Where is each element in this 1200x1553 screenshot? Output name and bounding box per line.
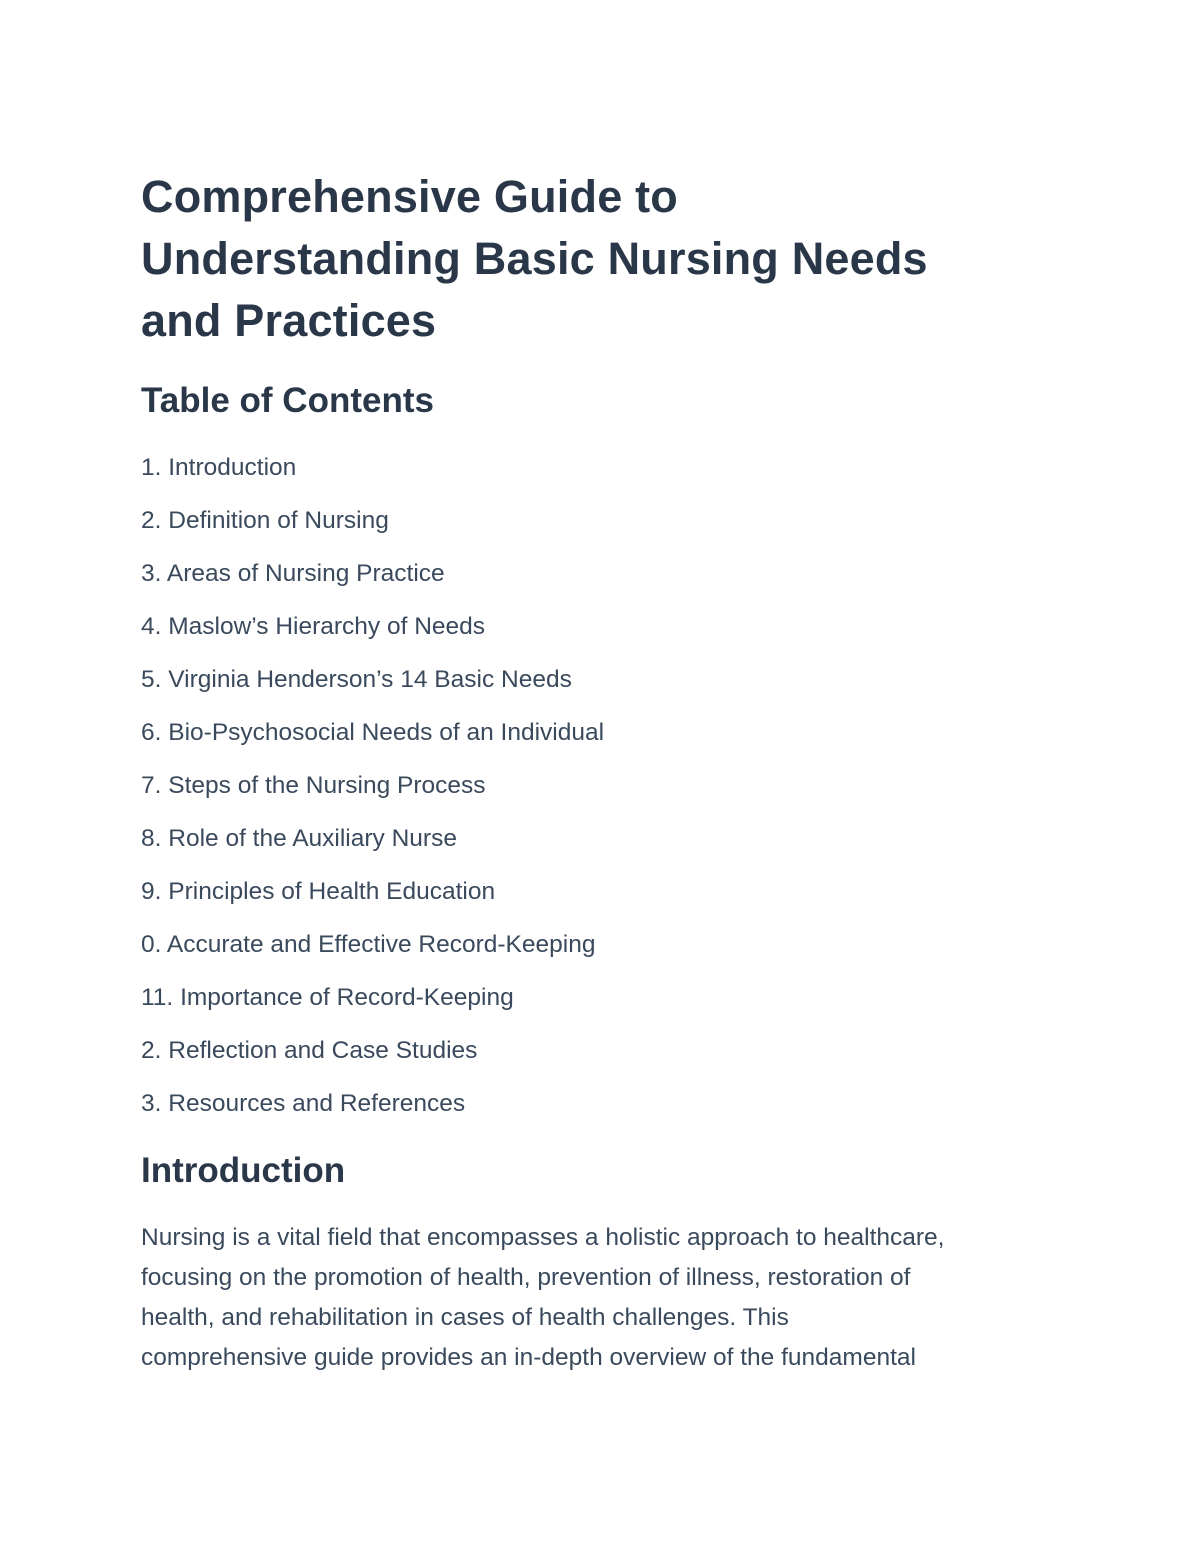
toc-item-number: 2.: [141, 1037, 162, 1064]
toc-item-number: 11.: [141, 984, 174, 1011]
section-heading-introduction: Introduction: [141, 1151, 346, 1190]
toc-item-label: Accurate and Effective Record-Keeping: [166, 931, 596, 958]
toc-item-nursing-process[interactable]: [141, 766, 604, 819]
toc-item-record-keeping-importance[interactable]: [141, 978, 604, 1031]
toc-item-label: Definition of Nursing: [168, 507, 389, 534]
toc-item-record-keeping[interactable]: [141, 925, 604, 978]
toc-heading: Table of Contents: [141, 381, 434, 420]
paragraph-line: comprehensive guide provides an in-depth overview of the fundamental: [141, 1344, 916, 1371]
toc-item-label: Maslow’s Hierarchy of Needs: [168, 613, 486, 640]
toc-item-label: Virginia Henderson’s 14 Basic Needs: [168, 666, 572, 693]
introduction-paragraph: [141, 1218, 1071, 1378]
document-title-line: Comprehensive Guide to: [141, 171, 678, 222]
toc-item-label: Principles of Health Education: [168, 878, 496, 905]
toc-item-areas[interactable]: [141, 554, 604, 607]
toc-item-label: Bio-Psychosocial Needs of an Individual: [168, 719, 605, 746]
toc-item-label: Reflection and Case Studies: [168, 1037, 478, 1064]
toc-item-label: Role of the Auxiliary Nurse: [168, 825, 457, 852]
toc-item-introduction[interactable]: [141, 448, 604, 501]
table-of-contents: [141, 448, 604, 1137]
toc-item-number: 2.: [141, 507, 162, 534]
paragraph-line: Nursing is a vital field that encompasses a holistic approach to healthcare,: [141, 1224, 945, 1251]
toc-item-number: 3.: [141, 560, 162, 587]
toc-item-label: Areas of Nursing Practice: [166, 560, 445, 587]
toc-item-maslow[interactable]: [141, 607, 604, 660]
toc-item-number: 0.: [141, 931, 162, 958]
document-title: [141, 166, 1041, 352]
toc-item-auxiliary-nurse[interactable]: [141, 819, 604, 872]
paragraph-line: health, and rehabilitation in cases of health challenges. This: [141, 1304, 789, 1331]
toc-item-number: 3.: [141, 1090, 162, 1117]
toc-item-number: 8.: [141, 825, 162, 852]
toc-item-label: Steps of the Nursing Process: [168, 772, 486, 799]
toc-item-label: Resources and References: [168, 1090, 466, 1117]
toc-item-henderson[interactable]: [141, 660, 604, 713]
toc-item-health-education[interactable]: [141, 872, 604, 925]
toc-item-number: 6.: [141, 719, 162, 746]
document-title-line: Understanding Basic Nursing Needs: [141, 233, 928, 284]
toc-item-label: Importance of Record-Keeping: [180, 984, 514, 1011]
toc-item-number: 7.: [141, 772, 162, 799]
toc-item-bio-psychosocial[interactable]: [141, 713, 604, 766]
toc-item-resources[interactable]: [141, 1084, 604, 1137]
toc-item-label: Introduction: [168, 454, 297, 481]
toc-item-number: 4.: [141, 613, 162, 640]
toc-item-number: 5.: [141, 666, 162, 693]
toc-item-number: 9.: [141, 878, 162, 905]
paragraph-line: focusing on the promotion of health, prevention of illness, restoration of: [141, 1264, 911, 1291]
toc-item-number: 1.: [141, 454, 162, 481]
document-title-line: and Practices: [141, 295, 437, 346]
toc-item-reflection[interactable]: [141, 1031, 604, 1084]
toc-item-definition[interactable]: [141, 501, 604, 554]
